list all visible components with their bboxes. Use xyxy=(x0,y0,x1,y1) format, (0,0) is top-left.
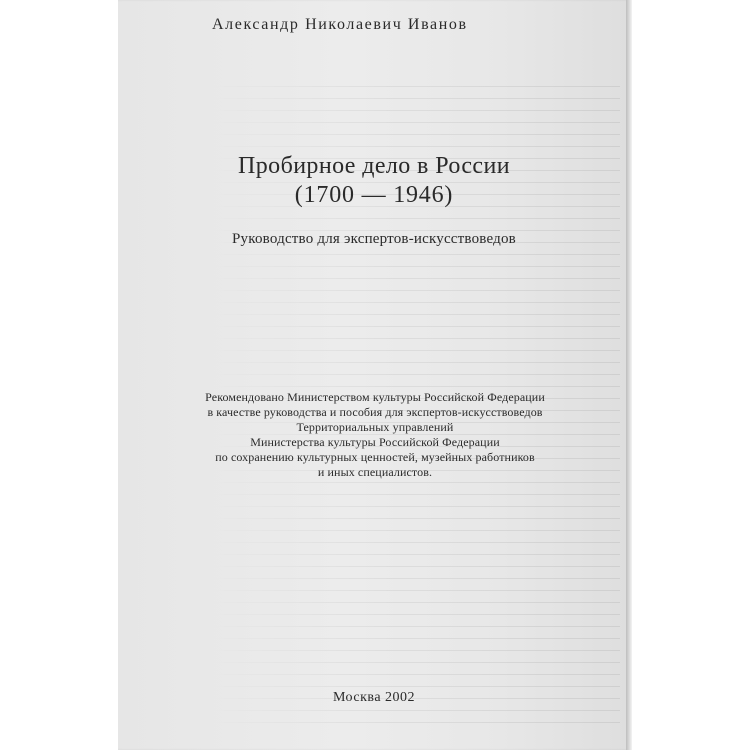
recommendation-block xyxy=(140,390,610,480)
recommendation-line: Территориальных управлений xyxy=(296,420,454,434)
title-page xyxy=(118,0,630,750)
book-years: (1700 — 1946) xyxy=(294,182,454,208)
imprint-city-year: Москва 2002 xyxy=(332,690,416,705)
recommendation-line: и иных специалистов. xyxy=(317,465,433,479)
recommendation-line: Министерства культуры Российской Федерации xyxy=(250,435,500,449)
recommendation-line: Рекомендовано Министерством культуры Российской Федерации xyxy=(205,390,545,404)
book-title: Пробирное дело в России xyxy=(238,153,510,179)
book-subtitle: Руководство для экспертов-искусствоведов xyxy=(232,231,516,247)
author-name: Александр Николаевич Иванов xyxy=(212,16,468,33)
recommendation-line: по сохранению культурных ценностей, музейных работников xyxy=(215,450,535,464)
recommendation-line: в качестве руководства и пособия для экспертов-искусствоведов xyxy=(207,405,543,419)
page-edge xyxy=(626,0,632,750)
